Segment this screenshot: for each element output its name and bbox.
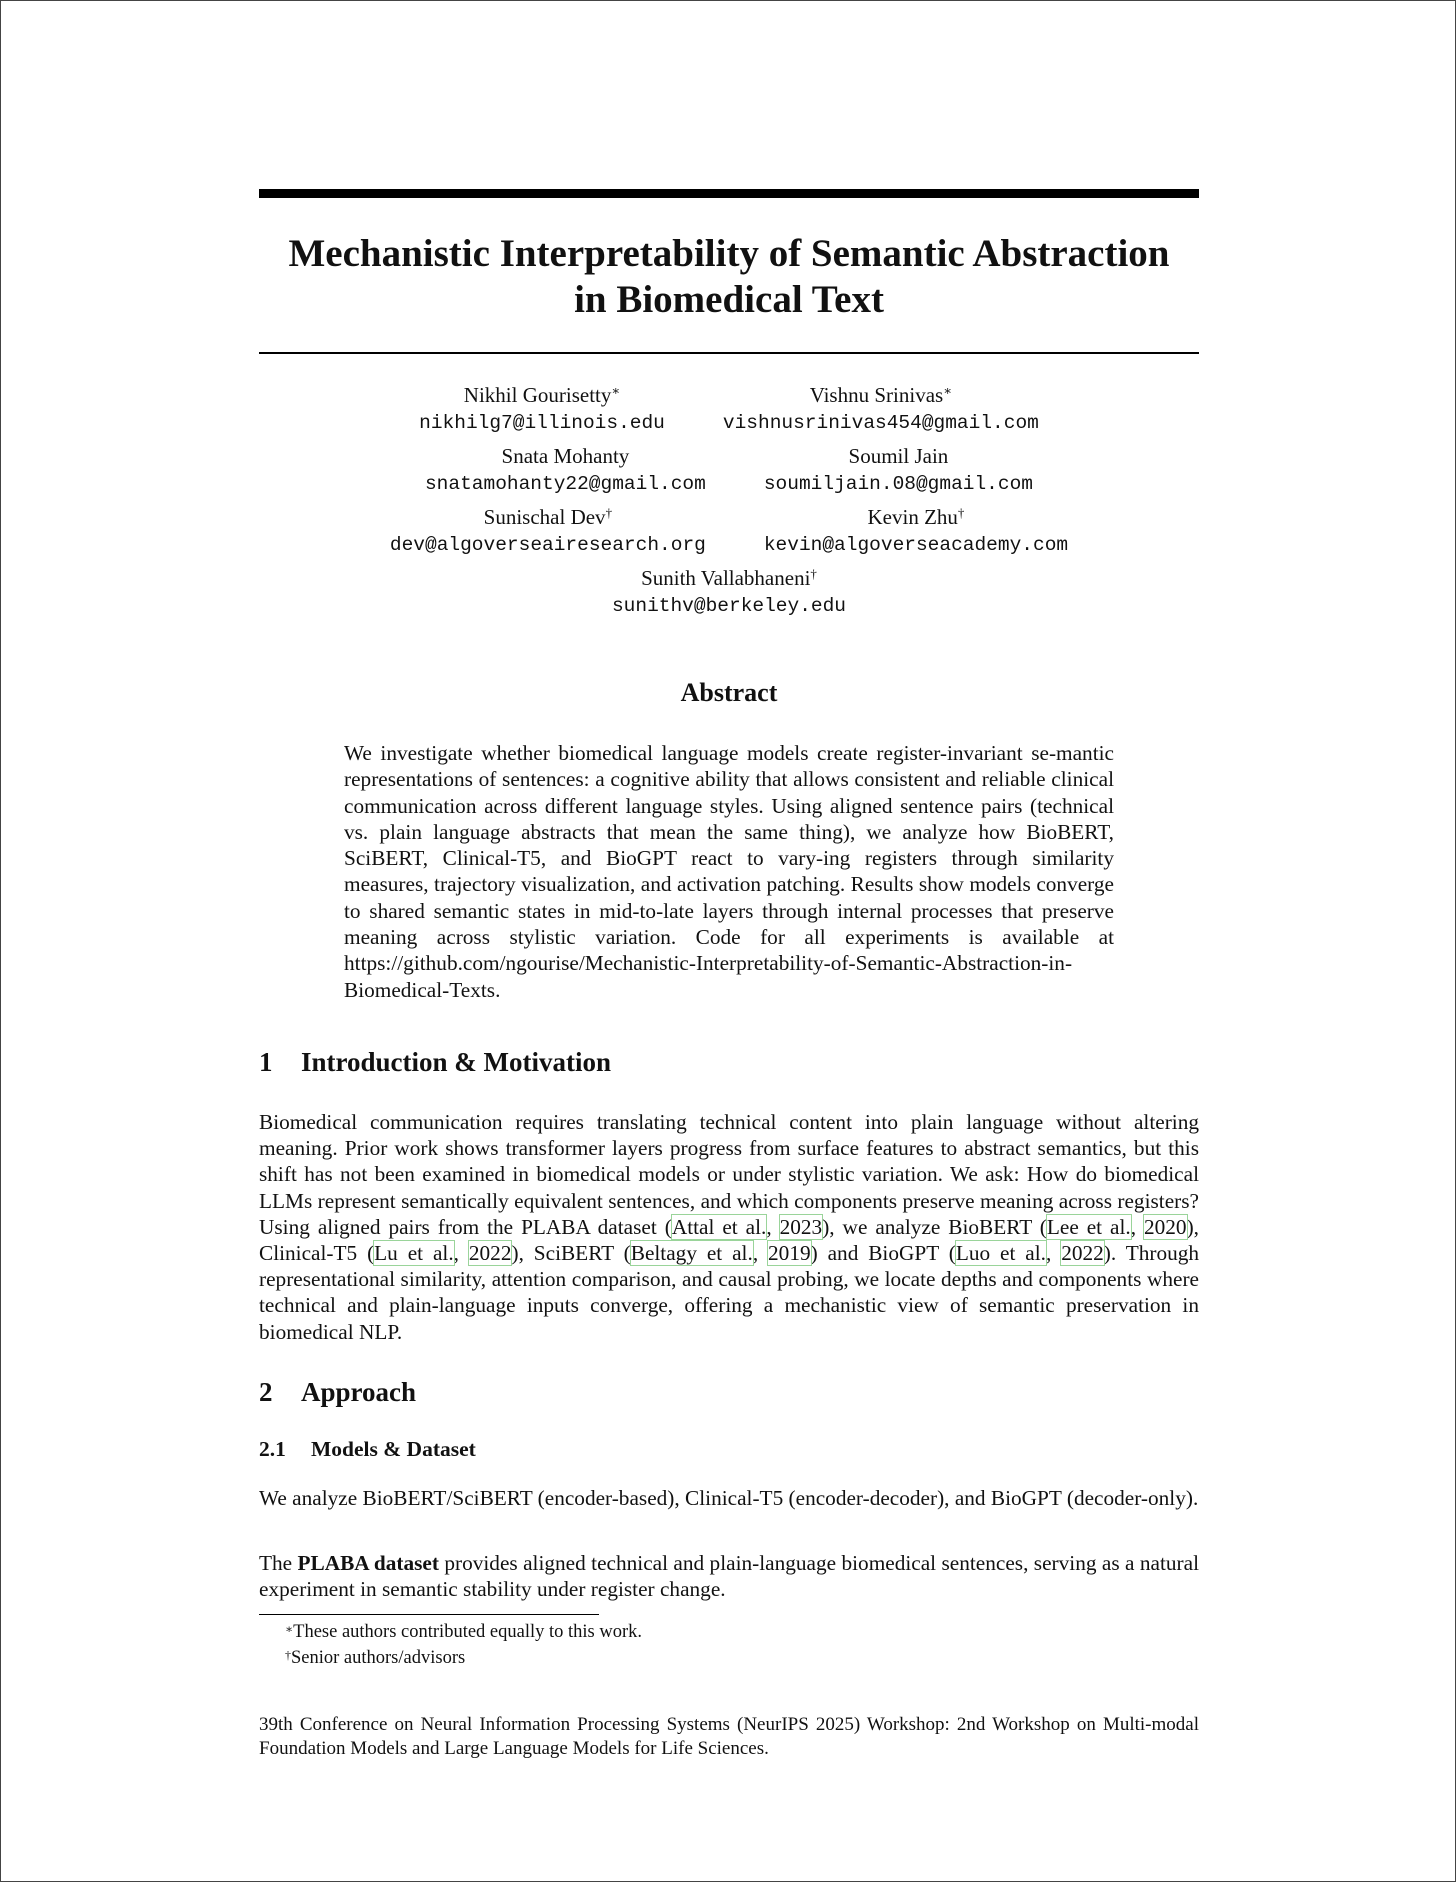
- citation-link[interactable]: 2019: [768, 1241, 811, 1266]
- text-run: , SciBERT: [518, 1241, 624, 1266]
- citation-link[interactable]: Lee et al.: [1046, 1214, 1131, 1239]
- author-name: Sunischal Dev: [483, 505, 606, 529]
- author-email[interactable]: vishnusrinivas454@gmail.com: [722, 412, 1039, 434]
- citation-link[interactable]: Attal et al.: [671, 1214, 767, 1239]
- venue-note: 39th Conference on Neural Information Processing Systems (NeurIPS 2025) Workshop: 2nd Workshop on Multi-modal Foundation Models and Large Language Models for Life Sciences.: [259, 1714, 1199, 1759]
- title-line-2: in Biomedical Text: [574, 278, 884, 321]
- author-mark: ∗: [943, 383, 953, 398]
- citation-link[interactable]: Lu et al.: [374, 1241, 454, 1266]
- footnote-text: These authors contributed equally to this work.: [293, 1622, 643, 1642]
- author-name: Vishnu Srinivas: [809, 383, 944, 407]
- author: [764, 442, 1033, 503]
- author-name: Snata Mohanty: [501, 444, 630, 468]
- text-run: The: [259, 1551, 298, 1575]
- author: [723, 381, 1039, 442]
- approach-paragraph-1: We analyze BioBERT/SciBERT (encoder-based), Clinical-T5 (encoder-decoder), and BioGPT (decoder-only).: [259, 1486, 1199, 1510]
- author-row: [259, 381, 1199, 442]
- text-run: , we analyze BioBERT: [829, 1214, 1040, 1239]
- footnote-mark: †: [285, 1648, 291, 1662]
- text-run: provides aligned technical and plain-language biomedical sentences, serving as a natural experiment in semantic stability under register change.: [259, 1551, 1199, 1602]
- author: [425, 442, 706, 503]
- author-row: [259, 503, 1199, 564]
- title-bottom-rule: [259, 352, 1199, 354]
- section-title: Introduction & Motivation: [301, 1047, 612, 1077]
- author-mark: ∗: [611, 383, 621, 398]
- author-mark: †: [810, 566, 817, 581]
- author-name: Soumil Jain: [848, 444, 949, 468]
- section-title: Approach: [301, 1377, 417, 1407]
- text-run: , Clinical-T5: [259, 1214, 1199, 1266]
- footnote-mark: ∗: [285, 1622, 294, 1636]
- approach-paragraph-2: [259, 1550, 1199, 1602]
- subsection-title: Models & Dataset: [311, 1437, 476, 1461]
- text-run: . Through representational similarity, attention comparison, and causal probing, we locate depths and components where technical and plain-language inputs converge, offering a mechanistic view of semantic preservation in biomedical NLP.: [259, 1241, 1200, 1344]
- author-email[interactable]: kevin@algoverseacademy.com: [763, 534, 1069, 556]
- author-name: Nikhil Gourisetty: [463, 383, 612, 407]
- abstract-heading: Abstract: [680, 678, 778, 707]
- author-email[interactable]: soumiljain.08@gmail.com: [763, 473, 1033, 495]
- citation-link[interactable]: 2022: [468, 1241, 512, 1266]
- author: [764, 503, 1068, 564]
- paper-title: [259, 231, 1199, 323]
- footnote-rule: [259, 1614, 599, 1615]
- intro-paragraph: Biomedical communication requires translating technical content into plain language without altering meaning. Prior work shows transformer layers progress from surface features to abstract semantics, but this shift has not been examined in biomedical models or under stylistic variation. We ask: How do biomedical LLMs represent semantically equivalent sentences, and which components preserve meaning across registers? Using aligned pairs from the PLABA dataset (Attal et al., 2023), we analyze BioBERT (Lee et al., 2020), Clinical-T5 (Lu et al., 2022), SciBERT (Beltagy et al., 2019) and BioGPT (Luo et al., 2022). Through representational similarity, attention comparison, and causal probing, we locate depths and components where technical and plain-language inputs converge, offering a mechanistic view of semantic preservation in biomedical NLP.: [259, 1110, 1200, 1344]
- author-row: [259, 442, 1199, 503]
- abstract-text: We investigate whether biomedical language models create register-invariant se-mantic representations of sentences: a cognitive ability that allows consistent and reliable clinical communication across different language styles. Using aligned sentence pairs (technical vs. plain language abstracts that mean the same thing), we analyze how BioBERT, SciBERT, Clinical-T5, and BioGPT react to vary-ing registers through similarity measures, trajectory visualization, and activation patching. Results show models converge to shared semantic states in mid-to-late layers through internal processes that preserve meaning across stylistic variation. Code for all experiments is available at https://github.com/ngourise/Mechanistic-Interpretability-of-Semantic-Abstraction-in-Biomedical-Texts.: [344, 741, 1114, 1002]
- author-email[interactable]: dev@algoverseairesearch.org: [389, 534, 706, 556]
- citation-link[interactable]: 2023: [779, 1214, 823, 1239]
- author-name: Sunith Vallabhaneni: [641, 566, 811, 590]
- section-heading-approach: [259, 1377, 416, 1408]
- author-block: [259, 381, 1199, 625]
- title-line-1: Mechanistic Interpretability of Semantic Abstraction: [288, 232, 1170, 275]
- dataset-name: PLABA dataset: [297, 1551, 439, 1575]
- author: [419, 381, 665, 442]
- footnote-2: [285, 1646, 465, 1670]
- subsection-heading: [259, 1437, 476, 1462]
- citation-link[interactable]: 2020: [1143, 1214, 1187, 1239]
- subsection-number: 2.1: [259, 1437, 286, 1461]
- title-top-rule: [259, 189, 1199, 198]
- author-name: Kevin Zhu: [867, 505, 958, 529]
- footnote-1: [285, 1620, 642, 1644]
- citation-link[interactable]: 2022: [1061, 1241, 1104, 1266]
- author-mark: †: [605, 505, 613, 520]
- footnote-text: Senior authors/advisors: [291, 1648, 466, 1668]
- text-run: and BioGPT: [817, 1241, 949, 1266]
- author-email[interactable]: sunithv@berkeley.edu: [611, 595, 847, 617]
- author-email[interactable]: snatamohanty22@gmail.com: [424, 473, 706, 495]
- author: [390, 503, 706, 564]
- author-row: [259, 564, 1199, 625]
- author: [612, 564, 846, 625]
- section-number: 1: [259, 1047, 273, 1077]
- author-mark: †: [957, 505, 965, 520]
- text-run: Biomedical communication requires translating technical content into plain language without altering meaning. Prior work shows transformer layers progress from surface features to abstract semantics, but this shift has not been examined in biomedical models or under stylistic variation. We ask: How do biomedical LLMs represent semantically equivalent sentences, and which components preserve meaning across registers? Using aligned pairs from the PLABA dataset: [259, 1110, 1199, 1239]
- section-heading-intro: [259, 1047, 611, 1078]
- author-email[interactable]: nikhilg7@illinois.edu: [419, 412, 665, 434]
- section-number: 2: [259, 1377, 273, 1407]
- citation-link[interactable]: Beltagy et al.: [630, 1241, 753, 1266]
- citation-link[interactable]: Luo et al.: [955, 1241, 1046, 1266]
